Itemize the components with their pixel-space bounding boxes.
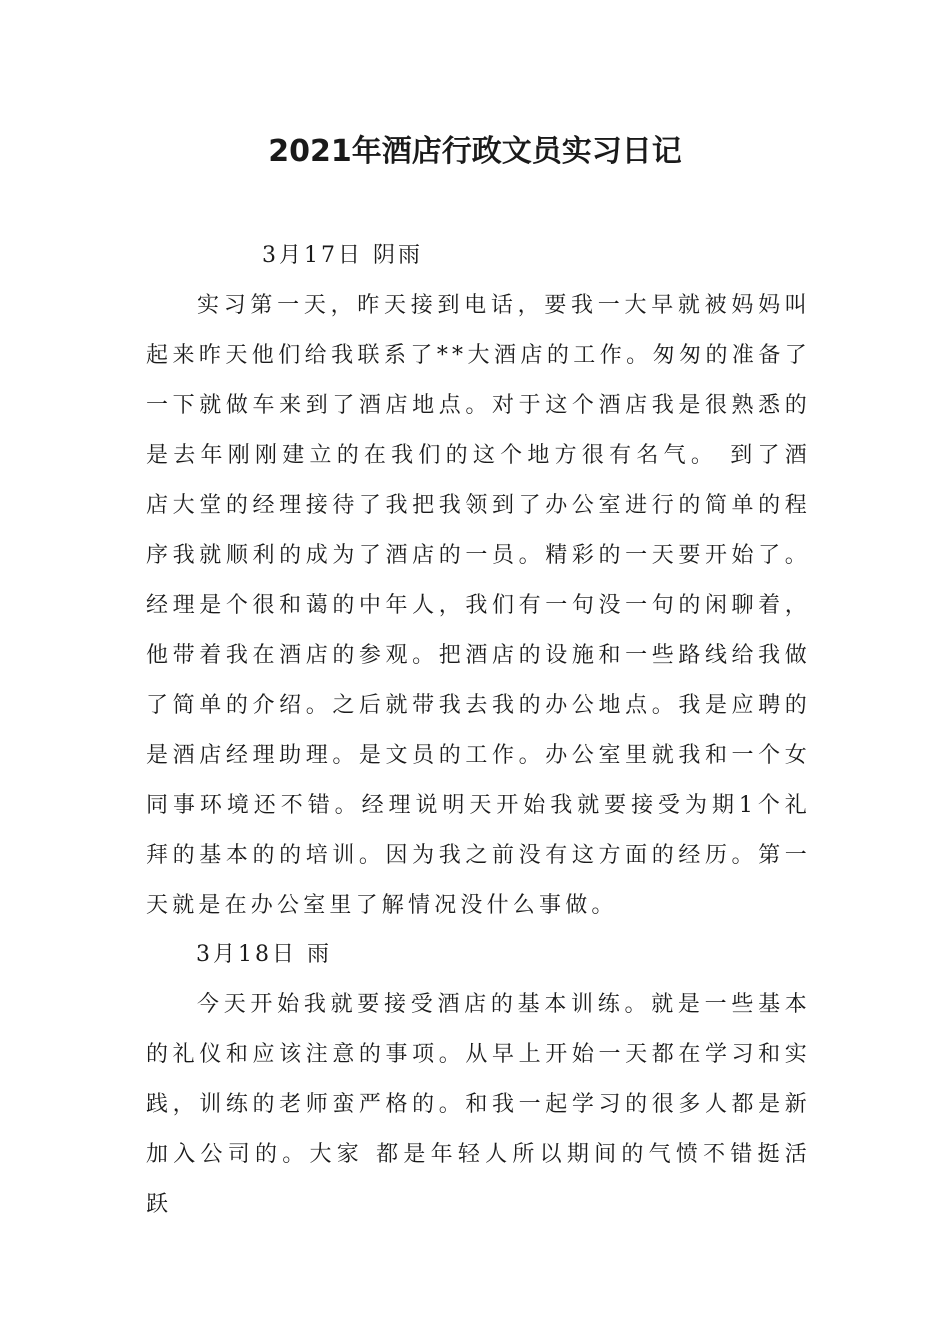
entry-paragraph: 今天开始我就要接受酒店的基本训练。就是一些基本的礼仪和应该注意的事项。从早上开始一天都在学习和实践，训练的老师蛮严格的。和我一起学习的很多人都是新加入公司的。大家 都是年轻人所以期间的气愤不错挺活跃 (146, 992, 811, 1217)
document-title: 2021年酒店行政文员实习日记 (268, 134, 682, 169)
entry-date: 3月18日 雨 (196, 942, 332, 967)
entry-date: 3月17日 阴雨 (262, 243, 423, 268)
entry-paragraph: 实习第一天，昨天接到电话，要我一大早就被妈妈叫起来昨天他们给我联系了**大酒店的工作。匆匆的准备了一下就做车来到了酒店地点。对于这个酒店我是很熟悉的是去年刚刚建立的在我们的这个地方很有名气。 到了酒店大堂的经理接待了我把我领到了办公室进行的简单的程序我就顺利的成为了酒店的一员。精彩的一天要开始了。经理是个很和蔼的中年人，我们有一句没一句的闲聊着，他带着我在酒店的参观。把酒店的设施和一些路线给我做了简单的介绍。之后就带我去我的办公地点。我是应聘的是酒店经理助理。是文员的工作。办公室里就我和一个女同事环境还不错。经理说明天开始我就要接受为期1个礼拜的基本的的培训。因为我之前没有这方面的经历。第一天就是在办公室里了解情况没什么事做。 (146, 293, 811, 918)
